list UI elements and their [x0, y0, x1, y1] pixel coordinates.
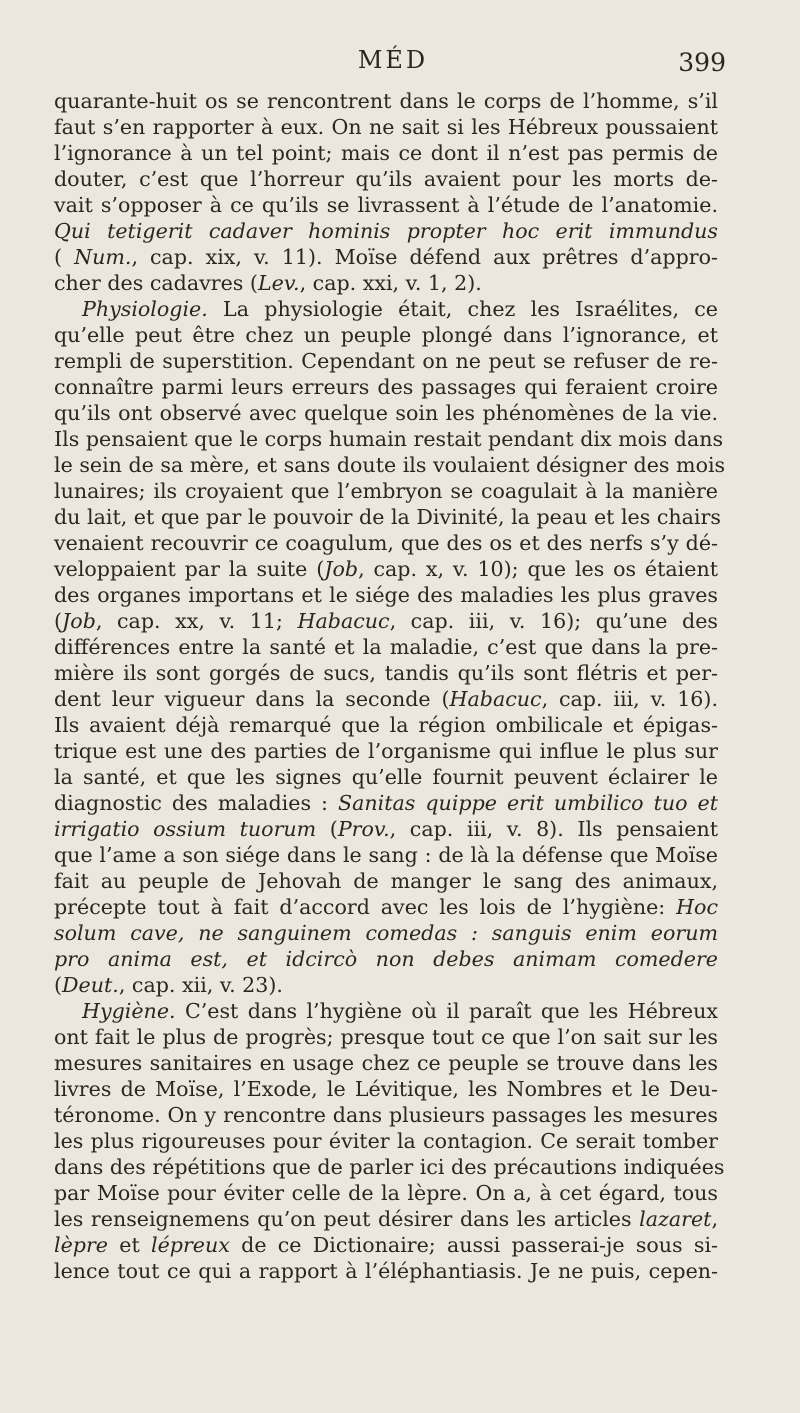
- text-run: , cap. xix, v. 11). Moïse défend aux prêtres d’appro-: [131, 245, 718, 269]
- italic-text: Deut.: [62, 973, 119, 997]
- text-run: les plus rigoureuses pour éviter la contagion. Ce serait tomber: [54, 1129, 718, 1153]
- italic-text: Qui tetigerit cadaver hominis propter hoc erit immundus: [54, 219, 718, 243]
- text-run: la santé, et que les signes qu’elle fournit peuvent éclairer le: [54, 765, 718, 789]
- text-line: [54, 946, 718, 972]
- italic-text: lèpre: [54, 1233, 108, 1257]
- text-run: , cap. iii, v. 8). Ils pensaient: [389, 817, 718, 841]
- text-run: les renseignemens qu’on peut désirer dans les articles: [54, 1207, 640, 1231]
- text-run: par Moïse pour éviter celle de la lèpre. On a, à cet égard, tous: [54, 1181, 718, 1205]
- text-run: , cap. xx, v. 11;: [95, 609, 298, 633]
- italic-text: lazaret: [639, 1207, 712, 1231]
- text-line: [54, 998, 718, 1024]
- text-run: , cap. xxi, v. 1, 2).: [299, 271, 482, 295]
- text-line: [54, 270, 718, 296]
- italic-text: Hoc: [676, 895, 718, 919]
- text-run: , cap. iii, v. 16); qu’une des: [389, 609, 718, 633]
- text-line: [54, 400, 718, 426]
- text-run: qu’ils ont observé avec quelque soin les phénomènes de la vie.: [54, 401, 718, 425]
- text-line: [54, 868, 718, 894]
- text-run: rempli de superstition. Cependant on ne peut se refuser de re-: [54, 349, 718, 373]
- text-line: [54, 1128, 718, 1154]
- text-line: [54, 582, 718, 608]
- text-line: [54, 894, 718, 920]
- text-run: lunaires; ils croyaient que l’embryon se coagulait à la manière: [54, 479, 718, 503]
- italic-text: Sanitas quippe erit umbilico tuo et: [338, 791, 718, 815]
- italic-text: lépreux: [151, 1233, 230, 1257]
- text-run: , cap. xii, v. 23).: [118, 973, 283, 997]
- text-run: des organes importans et le siége des maladies les plus graves: [54, 583, 718, 607]
- text-line: [54, 1232, 718, 1258]
- text-run: C’est dans l’hygiène où il paraît que les Hébreux: [175, 999, 718, 1023]
- italic-text: Num.: [74, 245, 132, 269]
- text-line: [54, 504, 721, 530]
- text-line: [54, 920, 718, 946]
- text-run: mesures sanitaires en usage chez ce peuple se trouve dans les: [54, 1051, 718, 1075]
- text-line: [54, 816, 718, 842]
- text-run: faut s’en rapporter à eux. On ne sait si les Hébreux poussaient: [54, 115, 718, 139]
- text-line: [54, 452, 726, 478]
- text-line: [54, 842, 718, 868]
- text-run: le sein de sa mère, et sans doute ils voulaient désigner des mois: [54, 453, 726, 477]
- text-run: précepte tout à fait d’accord avec les lois de l’hygiène:: [54, 895, 677, 919]
- text-line: [54, 634, 718, 660]
- text-run: cher des cadavres (: [54, 271, 258, 295]
- text-line: [54, 218, 718, 244]
- text-line: [54, 1206, 718, 1232]
- italic-text: Lev.: [257, 271, 300, 295]
- text-line: [54, 556, 718, 582]
- text-run: trique est une des parties de l’organisme qui influe le plus sur: [54, 739, 718, 763]
- text-line: [54, 322, 718, 348]
- text-line: [54, 1024, 718, 1050]
- text-line: [54, 114, 718, 140]
- text-line: [54, 478, 718, 504]
- text-run: (: [54, 245, 75, 269]
- italic-text: irrigatio ossium tuorum: [54, 817, 317, 841]
- text-line: [54, 608, 718, 634]
- text-run: vait s’opposer à ce qu’ils se livrassent à l’étude de l’anatomie.: [54, 193, 718, 217]
- text-line: [54, 764, 718, 790]
- text-run: , cap. iii, v. 16).: [541, 687, 718, 711]
- page-number: 399: [678, 48, 726, 77]
- text-run: La physiologie était, chez les Israélites, ce: [207, 297, 718, 321]
- text-line: [54, 1050, 718, 1076]
- italic-text: pro anima est, et idcircò non debes animam comedere: [54, 947, 718, 971]
- running-header: [58, 46, 728, 82]
- text-run: dent leur vigueur dans la seconde (: [54, 687, 450, 711]
- text-line: [54, 972, 718, 998]
- text-run: dans des répétitions que de parler ici des précautions indiquées: [54, 1155, 725, 1179]
- text-run: et: [108, 1233, 151, 1257]
- italic-text: solum cave, ne sanguinem comedas : sanguis enim eorum: [54, 921, 718, 945]
- text-line: [54, 738, 718, 764]
- text-run: quarante-huit os se rencontrent dans le corps de l’homme, s’il: [54, 89, 718, 113]
- italic-text: Hygiène.: [82, 999, 176, 1023]
- text-run: venaient recouvrir ce coagulum, que des os et des nerfs s’y dé-: [54, 531, 718, 555]
- text-run: lence tout ce qui a rapport à l’éléphantiasis. Je ne puis, cepen-: [54, 1259, 718, 1283]
- text-run: fait au peuple de Jehovah de manger le sang des animaux,: [54, 869, 718, 893]
- text-run: que l’ame a son siége dans le sang : de là la défense que Moïse: [54, 843, 718, 867]
- text-line: [54, 1180, 718, 1206]
- text-run: téronome. On y rencontre dans plusieurs passages les mesures: [54, 1103, 718, 1127]
- text-run: (: [54, 973, 63, 997]
- text-line: [54, 1154, 725, 1180]
- text-line: [54, 244, 718, 270]
- text-run: qu’elle peut être chez un peuple plongé dans l’ignorance, et: [54, 323, 718, 347]
- text-line: [54, 426, 724, 452]
- text-run: de ce Dictionaire; aussi passerai-je sous si-: [229, 1233, 718, 1257]
- text-run: veloppaient par la suite (: [54, 557, 325, 581]
- text-run: Ils pensaient que le corps humain restait pendant dix mois dans: [54, 427, 724, 451]
- text-line: [54, 712, 718, 738]
- text-line: [54, 374, 718, 400]
- italic-text: Physiologie.: [82, 297, 208, 321]
- running-title: MÉD: [357, 46, 429, 74]
- italic-text: Job: [324, 557, 359, 581]
- text-run: livres de Moïse, l’Exode, le Lévitique, les Nombres et le Deu-: [54, 1077, 718, 1101]
- text-line: [54, 1076, 718, 1102]
- text-run: l’ignorance à un tel point; mais ce dont il n’est pas permis de: [54, 141, 718, 165]
- text-run: douter, c’est que l’horreur qu’ils avaient pour les morts de-: [54, 167, 718, 191]
- italic-text: Prov.: [337, 817, 390, 841]
- text-line: [54, 88, 718, 114]
- italic-text: Job: [62, 609, 96, 633]
- text-line: [54, 192, 718, 218]
- text-line: [54, 1258, 718, 1284]
- text-line: [54, 686, 718, 712]
- text-run: (: [316, 817, 338, 841]
- text-run: différences entre la santé et la maladie, c’est que dans la pre-: [54, 635, 718, 659]
- text-run: mière ils sont gorgés de sucs, tandis qu’ils sont flétris et per-: [54, 661, 718, 685]
- italic-text: Habacuc: [449, 687, 542, 711]
- body-text: [54, 88, 726, 1284]
- text-line: [54, 296, 718, 322]
- text-run: ,: [711, 1207, 718, 1231]
- text-run: ont fait le plus de progrès; presque tout ce que l’on sait sur les: [54, 1025, 718, 1049]
- text-run: connaître parmi leurs erreurs des passages qui feraient croire: [54, 375, 718, 399]
- text-run: (: [54, 609, 63, 633]
- text-run: diagnostic des maladies :: [54, 791, 338, 815]
- text-run: Ils avaient déjà remarqué que la région ombilicale et épigas-: [54, 713, 718, 737]
- text-line: [54, 530, 718, 556]
- text-run: , cap. x, v. 10); que les os étaient: [358, 557, 718, 581]
- text-line: [54, 166, 718, 192]
- text-line: [54, 790, 718, 816]
- text-line: [54, 348, 718, 374]
- text-line: [54, 660, 718, 686]
- text-line: [54, 140, 718, 166]
- text-run: du lait, et que par le pouvoir de la Divinité, la peau et les chairs: [54, 505, 721, 529]
- text-line: [54, 1102, 718, 1128]
- italic-text: Habacuc: [297, 609, 390, 633]
